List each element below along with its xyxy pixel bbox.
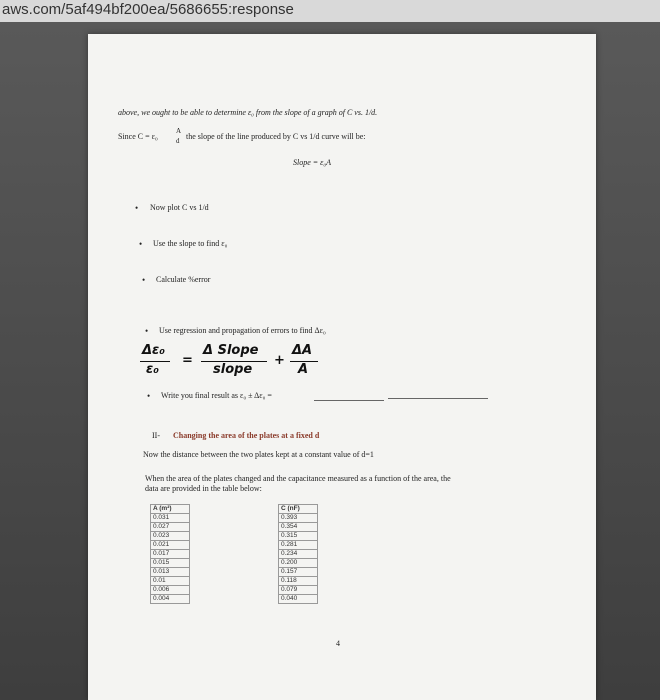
bullet-3: Calculate %error — [156, 275, 211, 284]
section-number: II- — [152, 431, 160, 440]
handwritten-mid-numerator: Δ Slope — [203, 343, 259, 358]
bullet-dot: • — [135, 203, 139, 213]
handwritten-mid-denominator: slope — [213, 362, 253, 377]
table-row — [279, 586, 318, 595]
bullet-dot: • — [147, 391, 151, 401]
browser-url-bar[interactable] — [0, 0, 660, 22]
section-title: Changing the area of the plates at a fixed d — [173, 431, 320, 440]
capacitance-cell: 0.157 — [279, 568, 318, 577]
area-cell: 0.027 — [151, 523, 190, 532]
capacitance-cell: 0.234 — [279, 550, 318, 559]
capacitance-cell: 0.393 — [279, 514, 318, 523]
handwritten-rhs-denominator: A — [298, 362, 309, 377]
table-row — [151, 523, 190, 532]
capacitance-cell: 0.200 — [279, 559, 318, 568]
area-cell: 0.031 — [151, 514, 190, 523]
area-cell: 0.006 — [151, 586, 190, 595]
table-row — [151, 541, 190, 550]
capacitance-cell: 0.281 — [279, 541, 318, 550]
table-row — [151, 568, 190, 577]
fraction-numerator: A — [176, 127, 182, 135]
text-line-2-post: the slope of the line produced by C vs 1/d curve will be: — [186, 132, 366, 141]
area-cell: 0.021 — [151, 541, 190, 550]
table-row — [279, 568, 318, 577]
capacitance-cell: 0.118 — [279, 577, 318, 586]
capacitance-cell: 0.315 — [279, 532, 318, 541]
document-page — [88, 34, 596, 700]
table-row — [151, 532, 190, 541]
handwritten-lhs-denominator: ε₀ — [146, 362, 159, 377]
table-col-capacitance — [278, 504, 318, 604]
capacitance-cell: 0.079 — [279, 586, 318, 595]
table-row — [279, 532, 318, 541]
handwritten-lhs-numerator: Δε₀ — [142, 343, 165, 358]
table-row — [279, 514, 318, 523]
answer-blank — [388, 398, 488, 399]
capacitance-cell: 0.040 — [279, 595, 318, 604]
area-cell: 0.004 — [151, 595, 190, 604]
table-row — [151, 514, 190, 523]
answer-blank — [314, 400, 384, 401]
area-cell: 0.013 — [151, 568, 190, 577]
bullet-1: Now plot C vs 1/d — [150, 203, 209, 212]
capacitance-cell: 0.354 — [279, 523, 318, 532]
table-row — [151, 559, 190, 568]
url-text: aws.com/5af494bf200ea/5686655:response — [2, 1, 294, 18]
capacitance-header: C (nF) — [279, 505, 318, 514]
fraction-denominator: d — [176, 137, 180, 145]
paragraph-2b: data are provided in the table below: — [145, 484, 262, 493]
table-col-area — [150, 504, 190, 604]
paragraph-2a: When the area of the plates changed and the capacitance measured as a function of the area, the — [145, 474, 451, 483]
final-result-line: Write you final result as ε₀ ± Δε₀ = — [161, 391, 272, 400]
bullet-4: Use regression and propagation of errors to find Δε₀ — [159, 326, 326, 335]
area-cell: 0.01 — [151, 577, 190, 586]
handwritten-equals: = — [182, 353, 193, 368]
slope-equation: Slope = ε₀A — [293, 158, 331, 167]
table-row — [279, 559, 318, 568]
table-row — [279, 595, 318, 604]
table-row — [151, 586, 190, 595]
handwritten-plus: + — [274, 353, 285, 368]
table-row — [279, 577, 318, 586]
area-cell: 0.017 — [151, 550, 190, 559]
page-number: 4 — [336, 639, 340, 648]
table-row — [279, 550, 318, 559]
table-row — [279, 541, 318, 550]
text-line-1: above, we ought to be able to determine ε₀ from the slope of a graph of C vs. 1/d. — [118, 108, 378, 117]
area-cell: 0.015 — [151, 559, 190, 568]
table-row — [151, 550, 190, 559]
table-row — [279, 523, 318, 532]
table-row — [151, 577, 190, 586]
text-line-2-pre: Since C = ε₀ — [118, 132, 158, 141]
bullet-dot: • — [142, 275, 146, 285]
bullet-dot: • — [139, 239, 143, 249]
area-header: A (m²) — [151, 505, 190, 514]
bullet-dot: • — [145, 326, 149, 336]
bullet-2: Use the slope to find ε₀ — [153, 239, 228, 248]
table-row — [151, 595, 190, 604]
area-cell: 0.023 — [151, 532, 190, 541]
paragraph-1: Now the distance between the two plates kept at a constant value of d=1 — [143, 450, 374, 459]
handwritten-rhs-numerator: ΔA — [292, 343, 313, 358]
